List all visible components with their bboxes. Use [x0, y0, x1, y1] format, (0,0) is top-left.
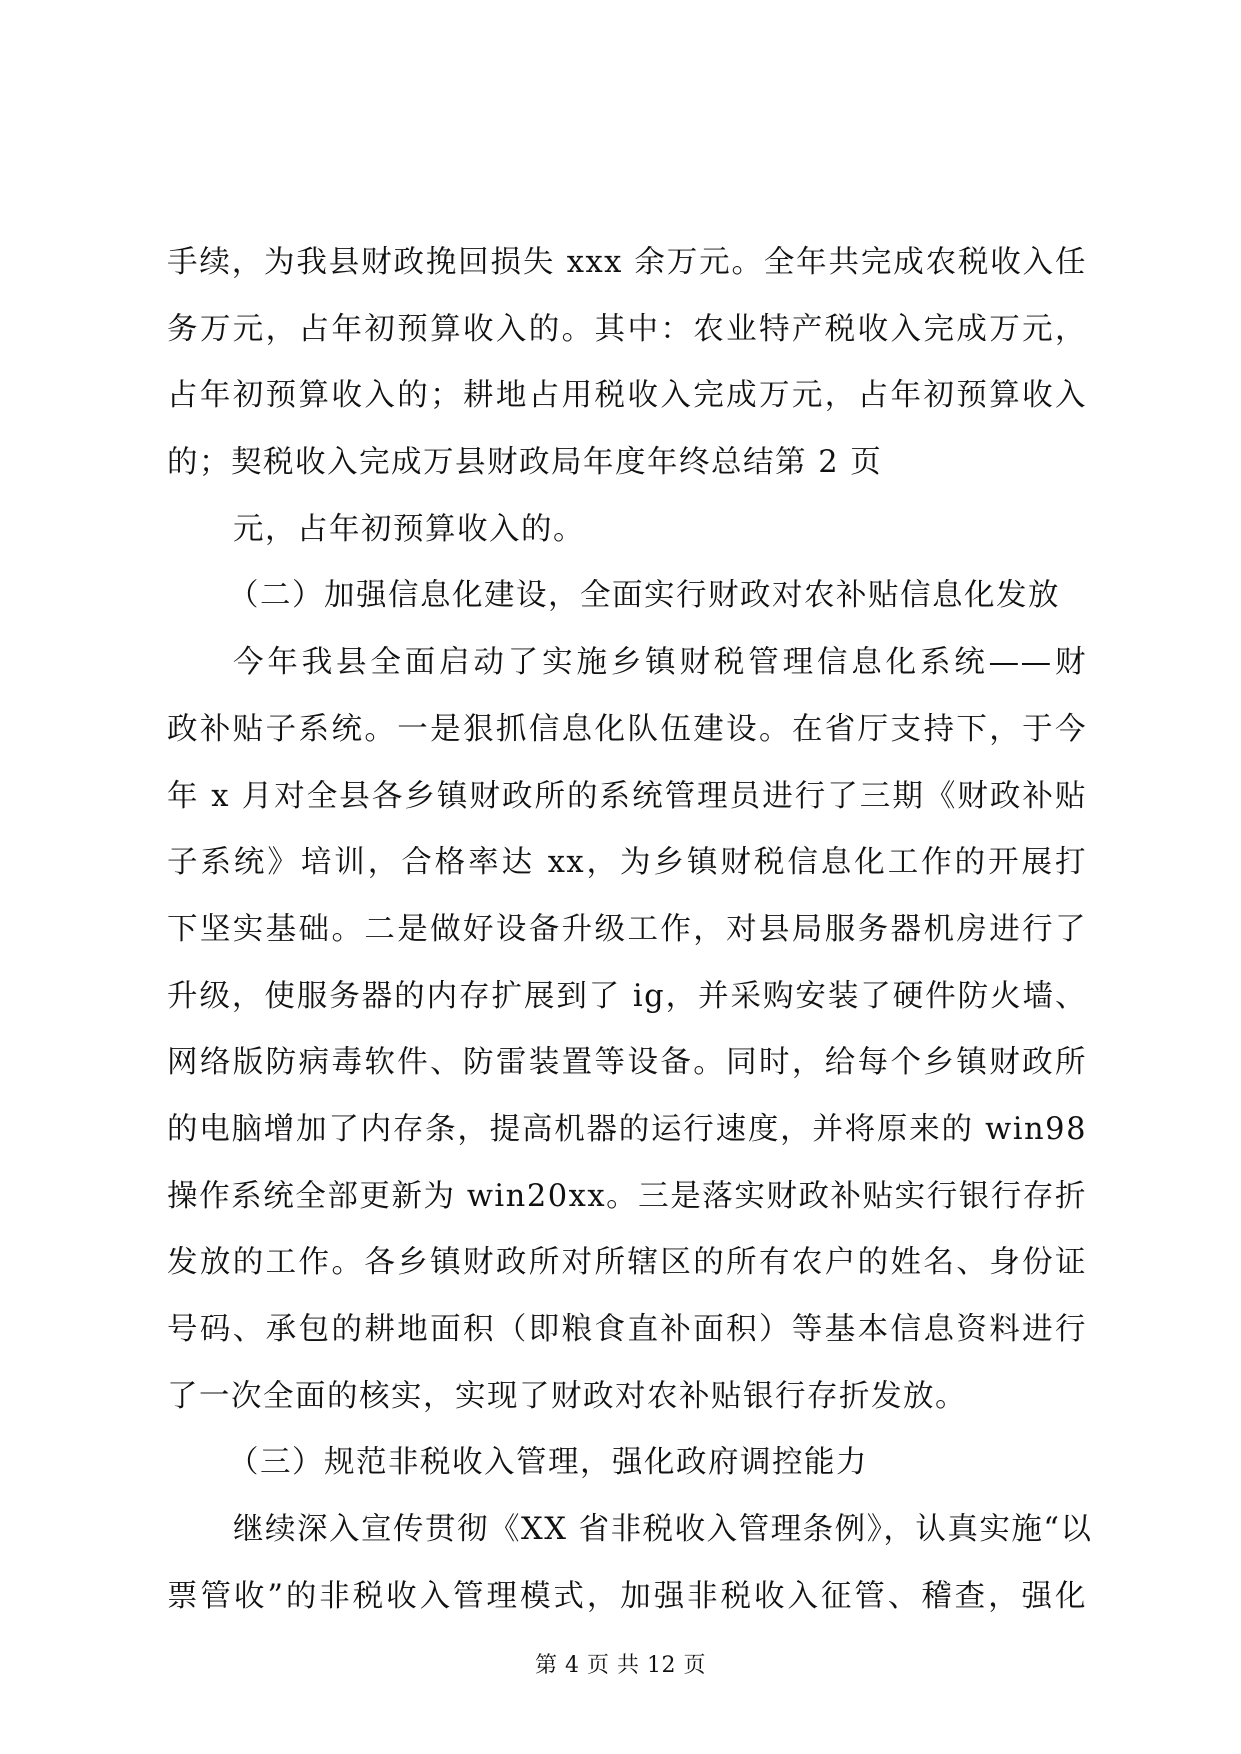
text-line: 号码、承包的耕地面积（即粮食直补面积）等基本信息资料进行: [167, 1312, 1087, 1347]
text-line: 的；契税收入完成万县财政局年度年终总结第 2 页: [167, 445, 883, 481]
text-line: 年 x 月对全县各乡镇财政所的系统管理员进行了三期《财政补贴: [167, 778, 1087, 814]
text-line: 子系统》培训，合格率达 xx，为乡镇财税信息化工作的开展打: [167, 845, 1087, 881]
text-line: 网络版防病毒软件、防雷装置等设备。同时，给每个乡镇财政所: [167, 1045, 1087, 1081]
section-heading: （三）规范非税收入管理，强化政府调控能力: [228, 1445, 868, 1481]
text-line: 继续深入宣传贯彻《XX 省非税收入管理条例》，认真实施“以: [233, 1512, 1093, 1548]
text-line: 发放的工作。各乡镇财政所对所辖区的所有农户的姓名、身份证: [167, 1245, 1087, 1281]
document-body: [167, 230, 1093, 1630]
text-line: 务万元，占年初预算收入的。其中：农业特产税收入完成万元，: [167, 311, 1087, 347]
text-line: 升级，使服务器的内存扩展到了 ig，并采购安装了硬件防火墙、: [167, 978, 1087, 1014]
text-line: 手续，为我县财政挽回损失 xxx 余万元。全年共完成农税收入任: [167, 245, 1087, 280]
text-line: 的电脑增加了内存条，提高机器的运行速度，并将原来的 win98: [167, 1111, 1087, 1147]
text-line: 票管收”的非税收入管理模式，加强非税收入征管、稽查，强化: [167, 1578, 1087, 1614]
text-line: 下坚实基础。二是做好设备升级工作，对县局服务器机房进行了: [167, 911, 1087, 947]
text-line: 今年我县全面启动了实施乡镇财税管理信息化系统——财: [233, 645, 1087, 681]
text-line: 了一次全面的核实，实现了财政对农补贴银行存折发放。: [167, 1378, 967, 1414]
section-heading: （二）加强信息化建设，全面实行财政对农补贴信息化发放: [228, 578, 1060, 614]
page-number-footer: 第 4 页 共 12 页: [535, 1653, 706, 1678]
text-line: 政补贴子系统。一是狠抓信息化队伍建设。在省厅支持下，于今: [167, 711, 1087, 747]
text-line: 占年初预算收入的；耕地占用税收入完成万元，占年初预算收入: [167, 378, 1087, 414]
text-line: 操作系统全部更新为 win20xx。三是落实财政补贴实行银行存折: [167, 1178, 1087, 1214]
text-line: 元，占年初预算收入的。: [233, 511, 585, 547]
